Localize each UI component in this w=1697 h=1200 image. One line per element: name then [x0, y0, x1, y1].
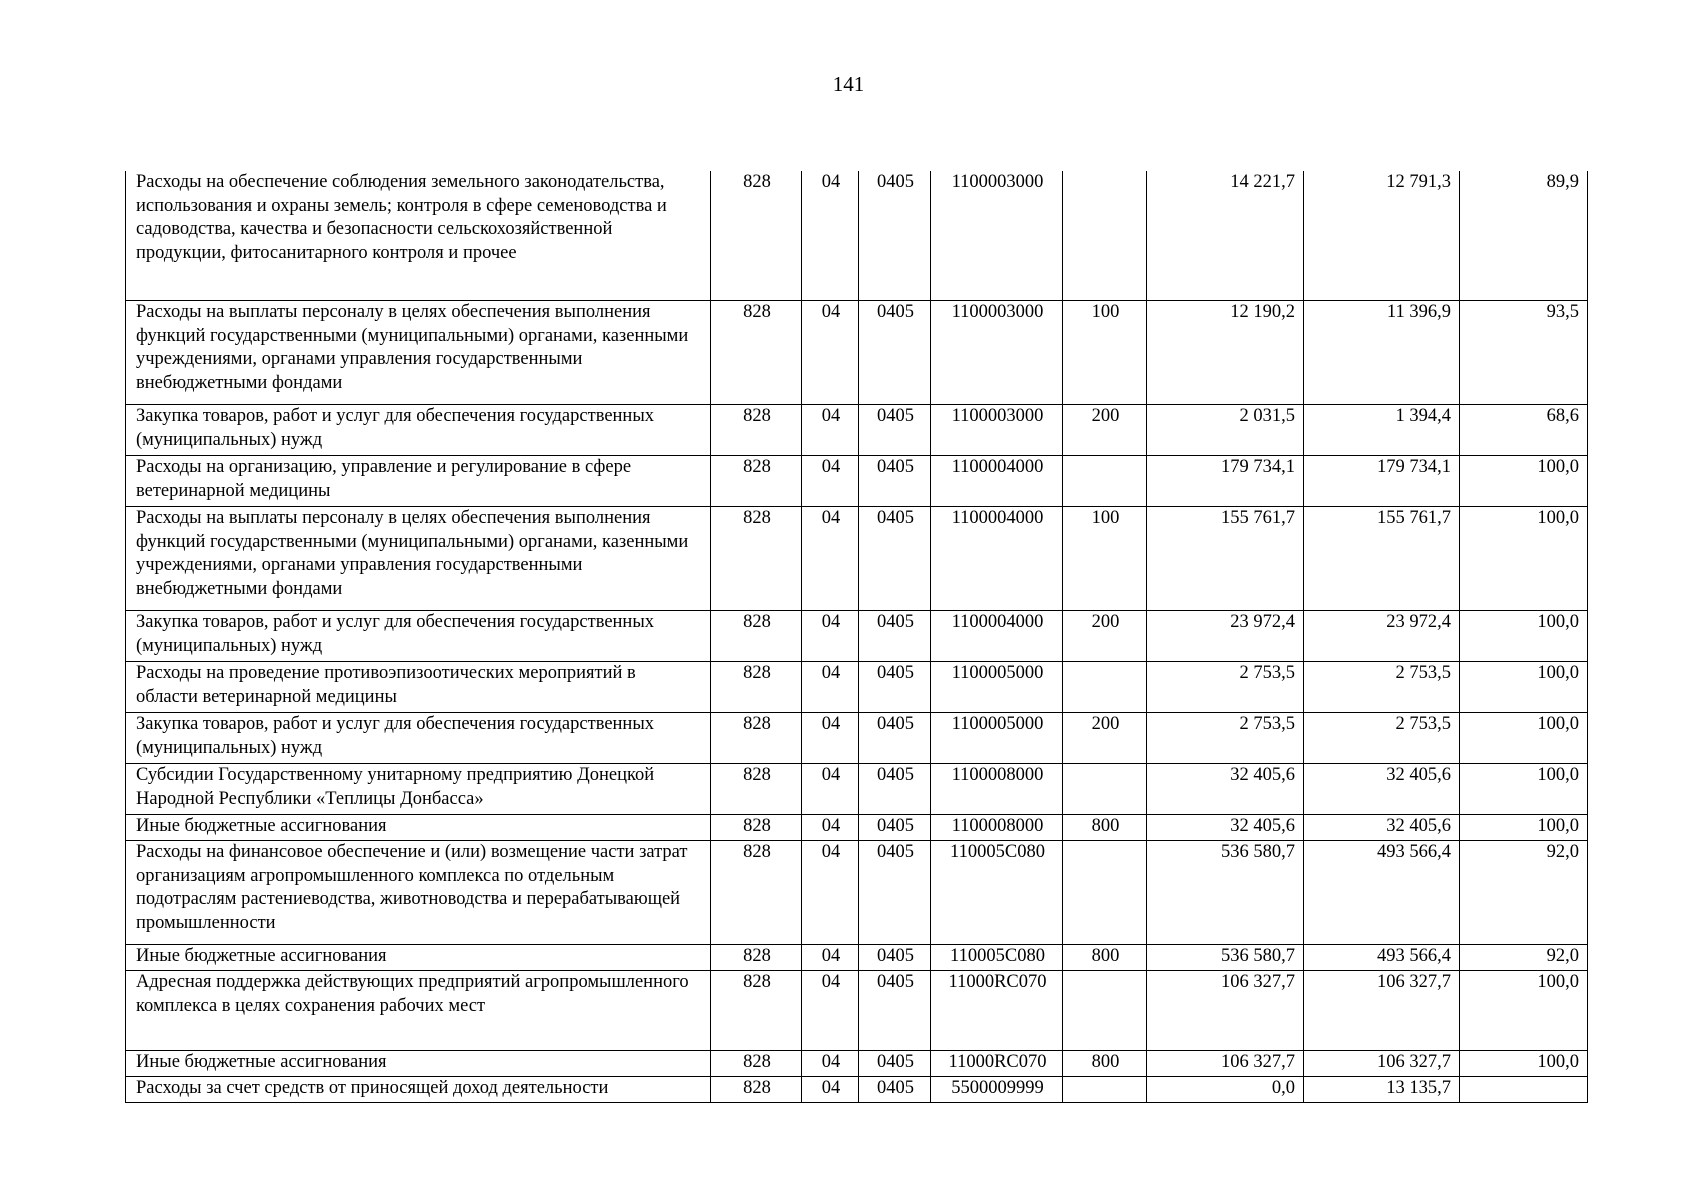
cell-actual-amount: 2 753,5 [1304, 713, 1460, 764]
cell-description: Адресная поддержка действующих предприятий агропромышленного комплекса в целях сохранения рабочих мест [126, 971, 711, 1051]
table-row [126, 507, 1588, 611]
table-row [126, 171, 1588, 301]
cell-grbs-code: 828 [711, 971, 802, 1051]
cell-description: Расходы на проведение противоэпизоотических мероприятий в области ветеринарной медицины [126, 662, 711, 713]
cell-grbs-code: 828 [711, 945, 802, 971]
cell-description: Расходы на финансовое обеспечение и (или) возмещение части затрат организациям агропромышленного комплекса по отдельным подотраслям растениеводства, животноводства и перерабатывающей промышленности [126, 841, 711, 945]
cell-execution-percent: 100,0 [1460, 1051, 1588, 1077]
cell-target-article-code: 1100003000 [931, 301, 1063, 405]
cell-actual-amount: 23 972,4 [1304, 611, 1460, 662]
cell-expense-type-code [1063, 764, 1147, 815]
cell-grbs-code: 828 [711, 1077, 802, 1103]
cell-actual-amount: 1 394,4 [1304, 405, 1460, 456]
cell-expense-type-code: 200 [1063, 713, 1147, 764]
table-row [126, 662, 1588, 713]
cell-execution-percent: 100,0 [1460, 764, 1588, 815]
cell-planned-amount: 2 753,5 [1147, 662, 1304, 713]
cell-actual-amount: 155 761,7 [1304, 507, 1460, 611]
cell-expense-type-code [1063, 171, 1147, 301]
cell-description: Расходы на выплаты персоналу в целях обеспечения выполнения функций государственными (муниципальными) органами, казенными учреждениями, органами управления государственными внебюджетными фондами [126, 507, 711, 611]
table-row [126, 1077, 1588, 1103]
cell-actual-amount: 32 405,6 [1304, 815, 1460, 841]
cell-execution-percent: 100,0 [1460, 713, 1588, 764]
cell-section-code: 04 [802, 171, 859, 301]
table-row [126, 611, 1588, 662]
cell-grbs-code: 828 [711, 301, 802, 405]
cell-section-code: 04 [802, 611, 859, 662]
cell-section-code: 04 [802, 945, 859, 971]
cell-planned-amount: 32 405,6 [1147, 764, 1304, 815]
cell-description: Иные бюджетные ассигнования [126, 815, 711, 841]
cell-description: Расходы на организацию, управление и регулирование в сфере ветеринарной медицины [126, 456, 711, 507]
cell-execution-percent: 93,5 [1460, 301, 1588, 405]
cell-section-code: 04 [802, 815, 859, 841]
cell-grbs-code: 828 [711, 456, 802, 507]
cell-subsection-code: 0405 [859, 1077, 931, 1103]
budget-table [125, 171, 1588, 1103]
cell-execution-percent: 100,0 [1460, 815, 1588, 841]
cell-grbs-code: 828 [711, 662, 802, 713]
cell-execution-percent: 100,0 [1460, 611, 1588, 662]
cell-target-article-code: 110005С080 [931, 841, 1063, 945]
cell-section-code: 04 [802, 456, 859, 507]
cell-target-article-code: 5500009999 [931, 1077, 1063, 1103]
cell-expense-type-code [1063, 841, 1147, 945]
cell-planned-amount: 536 580,7 [1147, 945, 1304, 971]
cell-description: Расходы за счет средств от приносящей доход деятельности [126, 1077, 711, 1103]
cell-execution-percent: 100,0 [1460, 456, 1588, 507]
cell-actual-amount: 106 327,7 [1304, 1051, 1460, 1077]
cell-description: Расходы на выплаты персоналу в целях обеспечения выполнения функций государственными (муниципальными) органами, казенными учреждениями, органами управления государственными внебюджетными фондами [126, 301, 711, 405]
cell-actual-amount: 493 566,4 [1304, 945, 1460, 971]
cell-expense-type-code [1063, 971, 1147, 1051]
cell-actual-amount: 493 566,4 [1304, 841, 1460, 945]
cell-expense-type-code: 800 [1063, 945, 1147, 971]
cell-description: Закупка товаров, работ и услуг для обеспечения государственных (муниципальных) нужд [126, 611, 711, 662]
cell-grbs-code: 828 [711, 815, 802, 841]
cell-actual-amount: 179 734,1 [1304, 456, 1460, 507]
cell-execution-percent: 92,0 [1460, 945, 1588, 971]
table-body [126, 171, 1588, 1103]
cell-planned-amount: 536 580,7 [1147, 841, 1304, 945]
page-number: 141 [832, 72, 865, 96]
cell-subsection-code: 0405 [859, 405, 931, 456]
cell-actual-amount: 2 753,5 [1304, 662, 1460, 713]
cell-subsection-code: 0405 [859, 171, 931, 301]
cell-actual-amount: 13 135,7 [1304, 1077, 1460, 1103]
cell-target-article-code: 110005С080 [931, 945, 1063, 971]
cell-execution-percent: 100,0 [1460, 662, 1588, 713]
cell-actual-amount: 106 327,7 [1304, 971, 1460, 1051]
cell-description: Иные бюджетные ассигнования [126, 945, 711, 971]
cell-grbs-code: 828 [711, 764, 802, 815]
cell-planned-amount: 2 753,5 [1147, 713, 1304, 764]
cell-execution-percent: 100,0 [1460, 507, 1588, 611]
cell-planned-amount: 12 190,2 [1147, 301, 1304, 405]
table-row [126, 301, 1588, 405]
cell-subsection-code: 0405 [859, 662, 931, 713]
cell-subsection-code: 0405 [859, 611, 931, 662]
table-row [126, 841, 1588, 945]
cell-grbs-code: 828 [711, 611, 802, 662]
cell-execution-percent: 68,6 [1460, 405, 1588, 456]
cell-section-code: 04 [802, 841, 859, 945]
cell-actual-amount: 12 791,3 [1304, 171, 1460, 301]
cell-target-article-code: 1100004000 [931, 611, 1063, 662]
cell-target-article-code: 1100008000 [931, 764, 1063, 815]
cell-subsection-code: 0405 [859, 1051, 931, 1077]
cell-planned-amount: 179 734,1 [1147, 456, 1304, 507]
table-row [126, 405, 1588, 456]
cell-section-code: 04 [802, 1051, 859, 1077]
cell-expense-type-code: 800 [1063, 1051, 1147, 1077]
cell-planned-amount: 23 972,4 [1147, 611, 1304, 662]
cell-expense-type-code: 100 [1063, 301, 1147, 405]
cell-expense-type-code [1063, 1077, 1147, 1103]
cell-section-code: 04 [802, 662, 859, 713]
cell-grbs-code: 828 [711, 713, 802, 764]
cell-planned-amount: 106 327,7 [1147, 971, 1304, 1051]
cell-target-article-code: 1100003000 [931, 405, 1063, 456]
cell-expense-type-code: 200 [1063, 611, 1147, 662]
cell-subsection-code: 0405 [859, 713, 931, 764]
cell-section-code: 04 [802, 713, 859, 764]
cell-planned-amount: 32 405,6 [1147, 815, 1304, 841]
table-row [126, 945, 1588, 971]
cell-planned-amount: 2 031,5 [1147, 405, 1304, 456]
cell-expense-type-code [1063, 456, 1147, 507]
cell-actual-amount: 32 405,6 [1304, 764, 1460, 815]
cell-expense-type-code: 200 [1063, 405, 1147, 456]
cell-target-article-code: 1100005000 [931, 662, 1063, 713]
cell-subsection-code: 0405 [859, 764, 931, 815]
cell-target-article-code: 1100008000 [931, 815, 1063, 841]
cell-subsection-code: 0405 [859, 456, 931, 507]
cell-description: Субсидии Государственному унитарному предприятию Донецкой Народной Республики «Теплицы Донбасса» [126, 764, 711, 815]
cell-description: Расходы на обеспечение соблюдения земельного законодательства, использования и охраны земель; контроля в сфере семеноводства и садоводства, качества и безопасности сельскохозяйственной продукции, фитосанитарного контроля и прочее [126, 171, 711, 301]
cell-actual-amount: 11 396,9 [1304, 301, 1460, 405]
cell-expense-type-code [1063, 662, 1147, 713]
table-row [126, 1051, 1588, 1077]
cell-section-code: 04 [802, 971, 859, 1051]
cell-planned-amount: 0,0 [1147, 1077, 1304, 1103]
cell-target-article-code: 1100005000 [931, 713, 1063, 764]
cell-subsection-code: 0405 [859, 301, 931, 405]
cell-description: Иные бюджетные ассигнования [126, 1051, 711, 1077]
table-row [126, 764, 1588, 815]
cell-description: Закупка товаров, работ и услуг для обеспечения государственных (муниципальных) нужд [126, 405, 711, 456]
table-row [126, 713, 1588, 764]
cell-subsection-code: 0405 [859, 507, 931, 611]
cell-subsection-code: 0405 [859, 945, 931, 971]
cell-section-code: 04 [802, 507, 859, 611]
cell-subsection-code: 0405 [859, 815, 931, 841]
cell-planned-amount: 155 761,7 [1147, 507, 1304, 611]
table-row [126, 815, 1588, 841]
cell-subsection-code: 0405 [859, 841, 931, 945]
cell-target-article-code: 1100003000 [931, 171, 1063, 301]
cell-section-code: 04 [802, 1077, 859, 1103]
cell-grbs-code: 828 [711, 507, 802, 611]
cell-section-code: 04 [802, 301, 859, 405]
cell-expense-type-code: 100 [1063, 507, 1147, 611]
table-row [126, 971, 1588, 1051]
cell-grbs-code: 828 [711, 405, 802, 456]
cell-execution-percent [1460, 1077, 1588, 1103]
cell-planned-amount: 106 327,7 [1147, 1051, 1304, 1077]
cell-grbs-code: 828 [711, 1051, 802, 1077]
cell-planned-amount: 14 221,7 [1147, 171, 1304, 301]
cell-grbs-code: 828 [711, 841, 802, 945]
cell-execution-percent: 92,0 [1460, 841, 1588, 945]
cell-description: Закупка товаров, работ и услуг для обеспечения государственных (муниципальных) нужд [126, 713, 711, 764]
cell-execution-percent: 100,0 [1460, 971, 1588, 1051]
cell-section-code: 04 [802, 764, 859, 815]
cell-grbs-code: 828 [711, 171, 802, 301]
cell-target-article-code: 11000RC070 [931, 1051, 1063, 1077]
cell-execution-percent: 89,9 [1460, 171, 1588, 301]
cell-target-article-code: 1100004000 [931, 507, 1063, 611]
cell-expense-type-code: 800 [1063, 815, 1147, 841]
table-row [126, 456, 1588, 507]
cell-subsection-code: 0405 [859, 971, 931, 1051]
cell-section-code: 04 [802, 405, 859, 456]
cell-target-article-code: 11000RC070 [931, 971, 1063, 1051]
cell-target-article-code: 1100004000 [931, 456, 1063, 507]
